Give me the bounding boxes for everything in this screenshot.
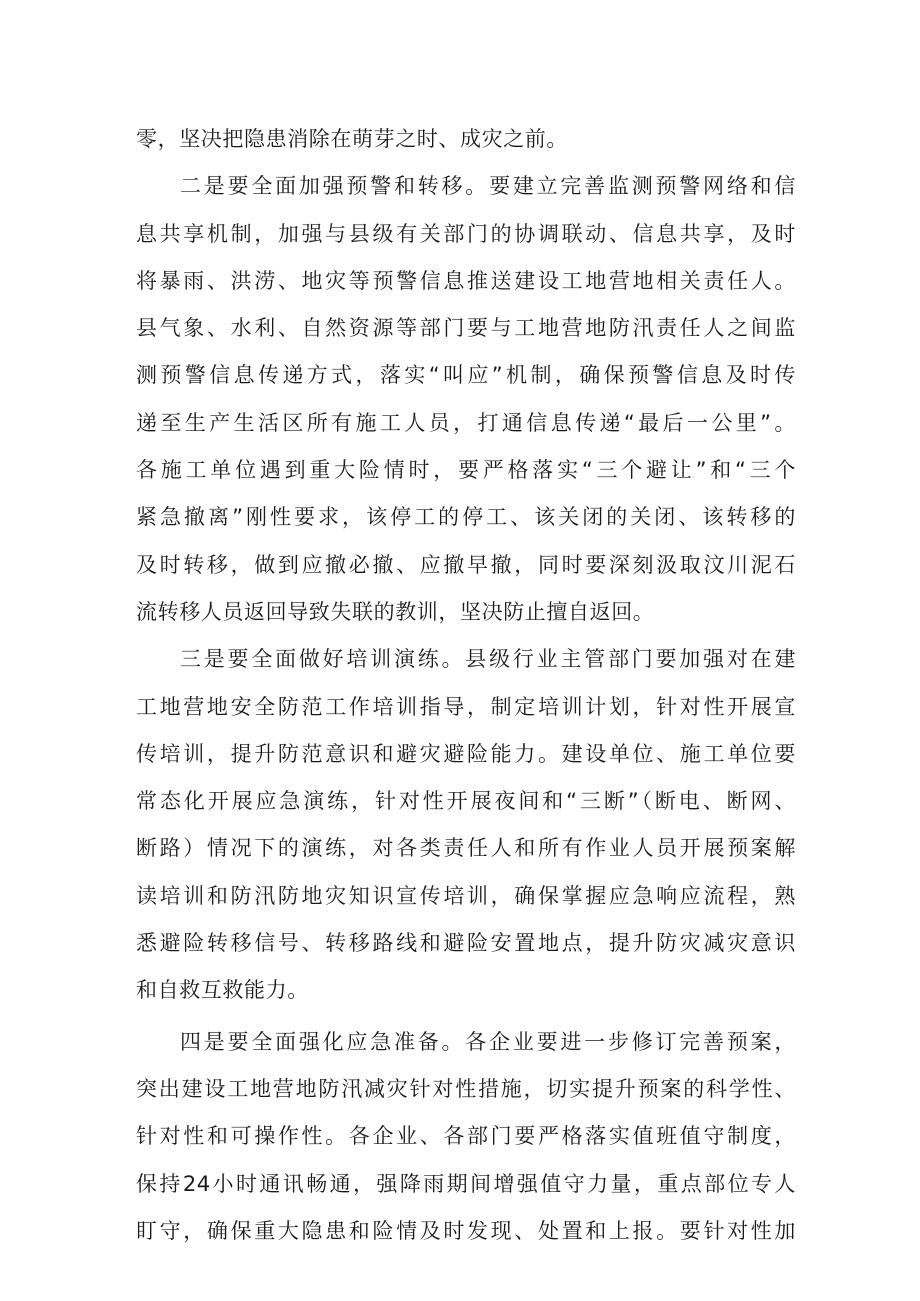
text-line: 盯守，确保重大隐患和险情及时发现、处置和上报。要针对性加 xyxy=(136,1218,796,1243)
text-line: 紧急撤离”刚性要求，该停工的停工、该关闭的关闭、该转移的 xyxy=(136,505,796,530)
text-line: 悉避险转移信号、转移路线和避险安置地点，提升防灾减灾意识 xyxy=(136,931,796,956)
text-line: 息共享机制，加强与县级有关部门的协调联动、信息共享，及时 xyxy=(136,221,796,246)
paragraph-continuation xyxy=(136,116,796,163)
text-line: 递至生产生活区所有施工人员，打通信息传递“最后一公里”。 xyxy=(136,410,796,435)
text-line: 针对性和可操作性。各企业、各部门要严格落实值班值守制度， xyxy=(136,1124,796,1149)
paragraph-warning-transfer xyxy=(136,163,796,636)
text-line: 及时转移，做到应撤必撤、应撤早撤，同时要深刻汲取汶川泥石 xyxy=(136,552,796,577)
text-line: 读培训和防汛防地灾知识宣传培训，确保掌握应急响应流程，熟 xyxy=(136,883,796,908)
text-line: 测预警信息传递方式，落实“叫应”机制，确保预警信息及时传 xyxy=(136,363,796,388)
text-line: 四是要全面强化应急准备。各企业要进一步修订完善预案， xyxy=(180,1029,796,1054)
text-line: 各施工单位遇到重大险情时，要严格落实“三个避让”和“三个 xyxy=(136,458,796,483)
text-line: 保持24小时通讯畅通，强降雨期间增强值守力量，重点部位专人 xyxy=(136,1171,796,1196)
text-line: 和自救互救能力。 xyxy=(136,978,309,1003)
text-line: 零，坚决把隐患消除在萌芽之时、成灾之前。 xyxy=(136,127,568,151)
text-line: 突出建设工地营地防汛减灾针对性措施，切实提升预案的科学性、 xyxy=(136,1076,796,1101)
document-body xyxy=(136,116,796,1255)
text-line: 传培训，提升防范意识和避灾避险能力。建设单位、施工单位要 xyxy=(136,741,796,766)
text-line: 流转移人员返回导致失联的教训，坚决防止擅自返回。 xyxy=(136,599,655,624)
paragraph-training-drills xyxy=(136,636,796,1014)
text-line: 工地营地安全防范工作培训指导，制定培训计划，针对性开展宣 xyxy=(136,694,796,719)
text-line: 将暴雨、洪涝、地灾等预警信息推送建设工地营地相关责任人。 xyxy=(136,268,796,293)
paragraph-emergency-preparedness xyxy=(136,1019,796,1255)
text-line: 常态化开展应急演练，针对性开展夜间和“三断”（断电、断网、 xyxy=(136,789,796,814)
text-line: 断路）情况下的演练，对各类责任人和所有作业人员开展预案解 xyxy=(136,836,796,861)
text-line: 三是要全面做好培训演练。县级行业主管部门要加强对在建 xyxy=(180,647,796,672)
text-line: 县气象、水利、自然资源等部门要与工地营地防汛责任人之间监 xyxy=(136,316,796,341)
text-line: 二是要全面加强预警和转移。要建立完善监测预警网络和信 xyxy=(180,174,796,199)
